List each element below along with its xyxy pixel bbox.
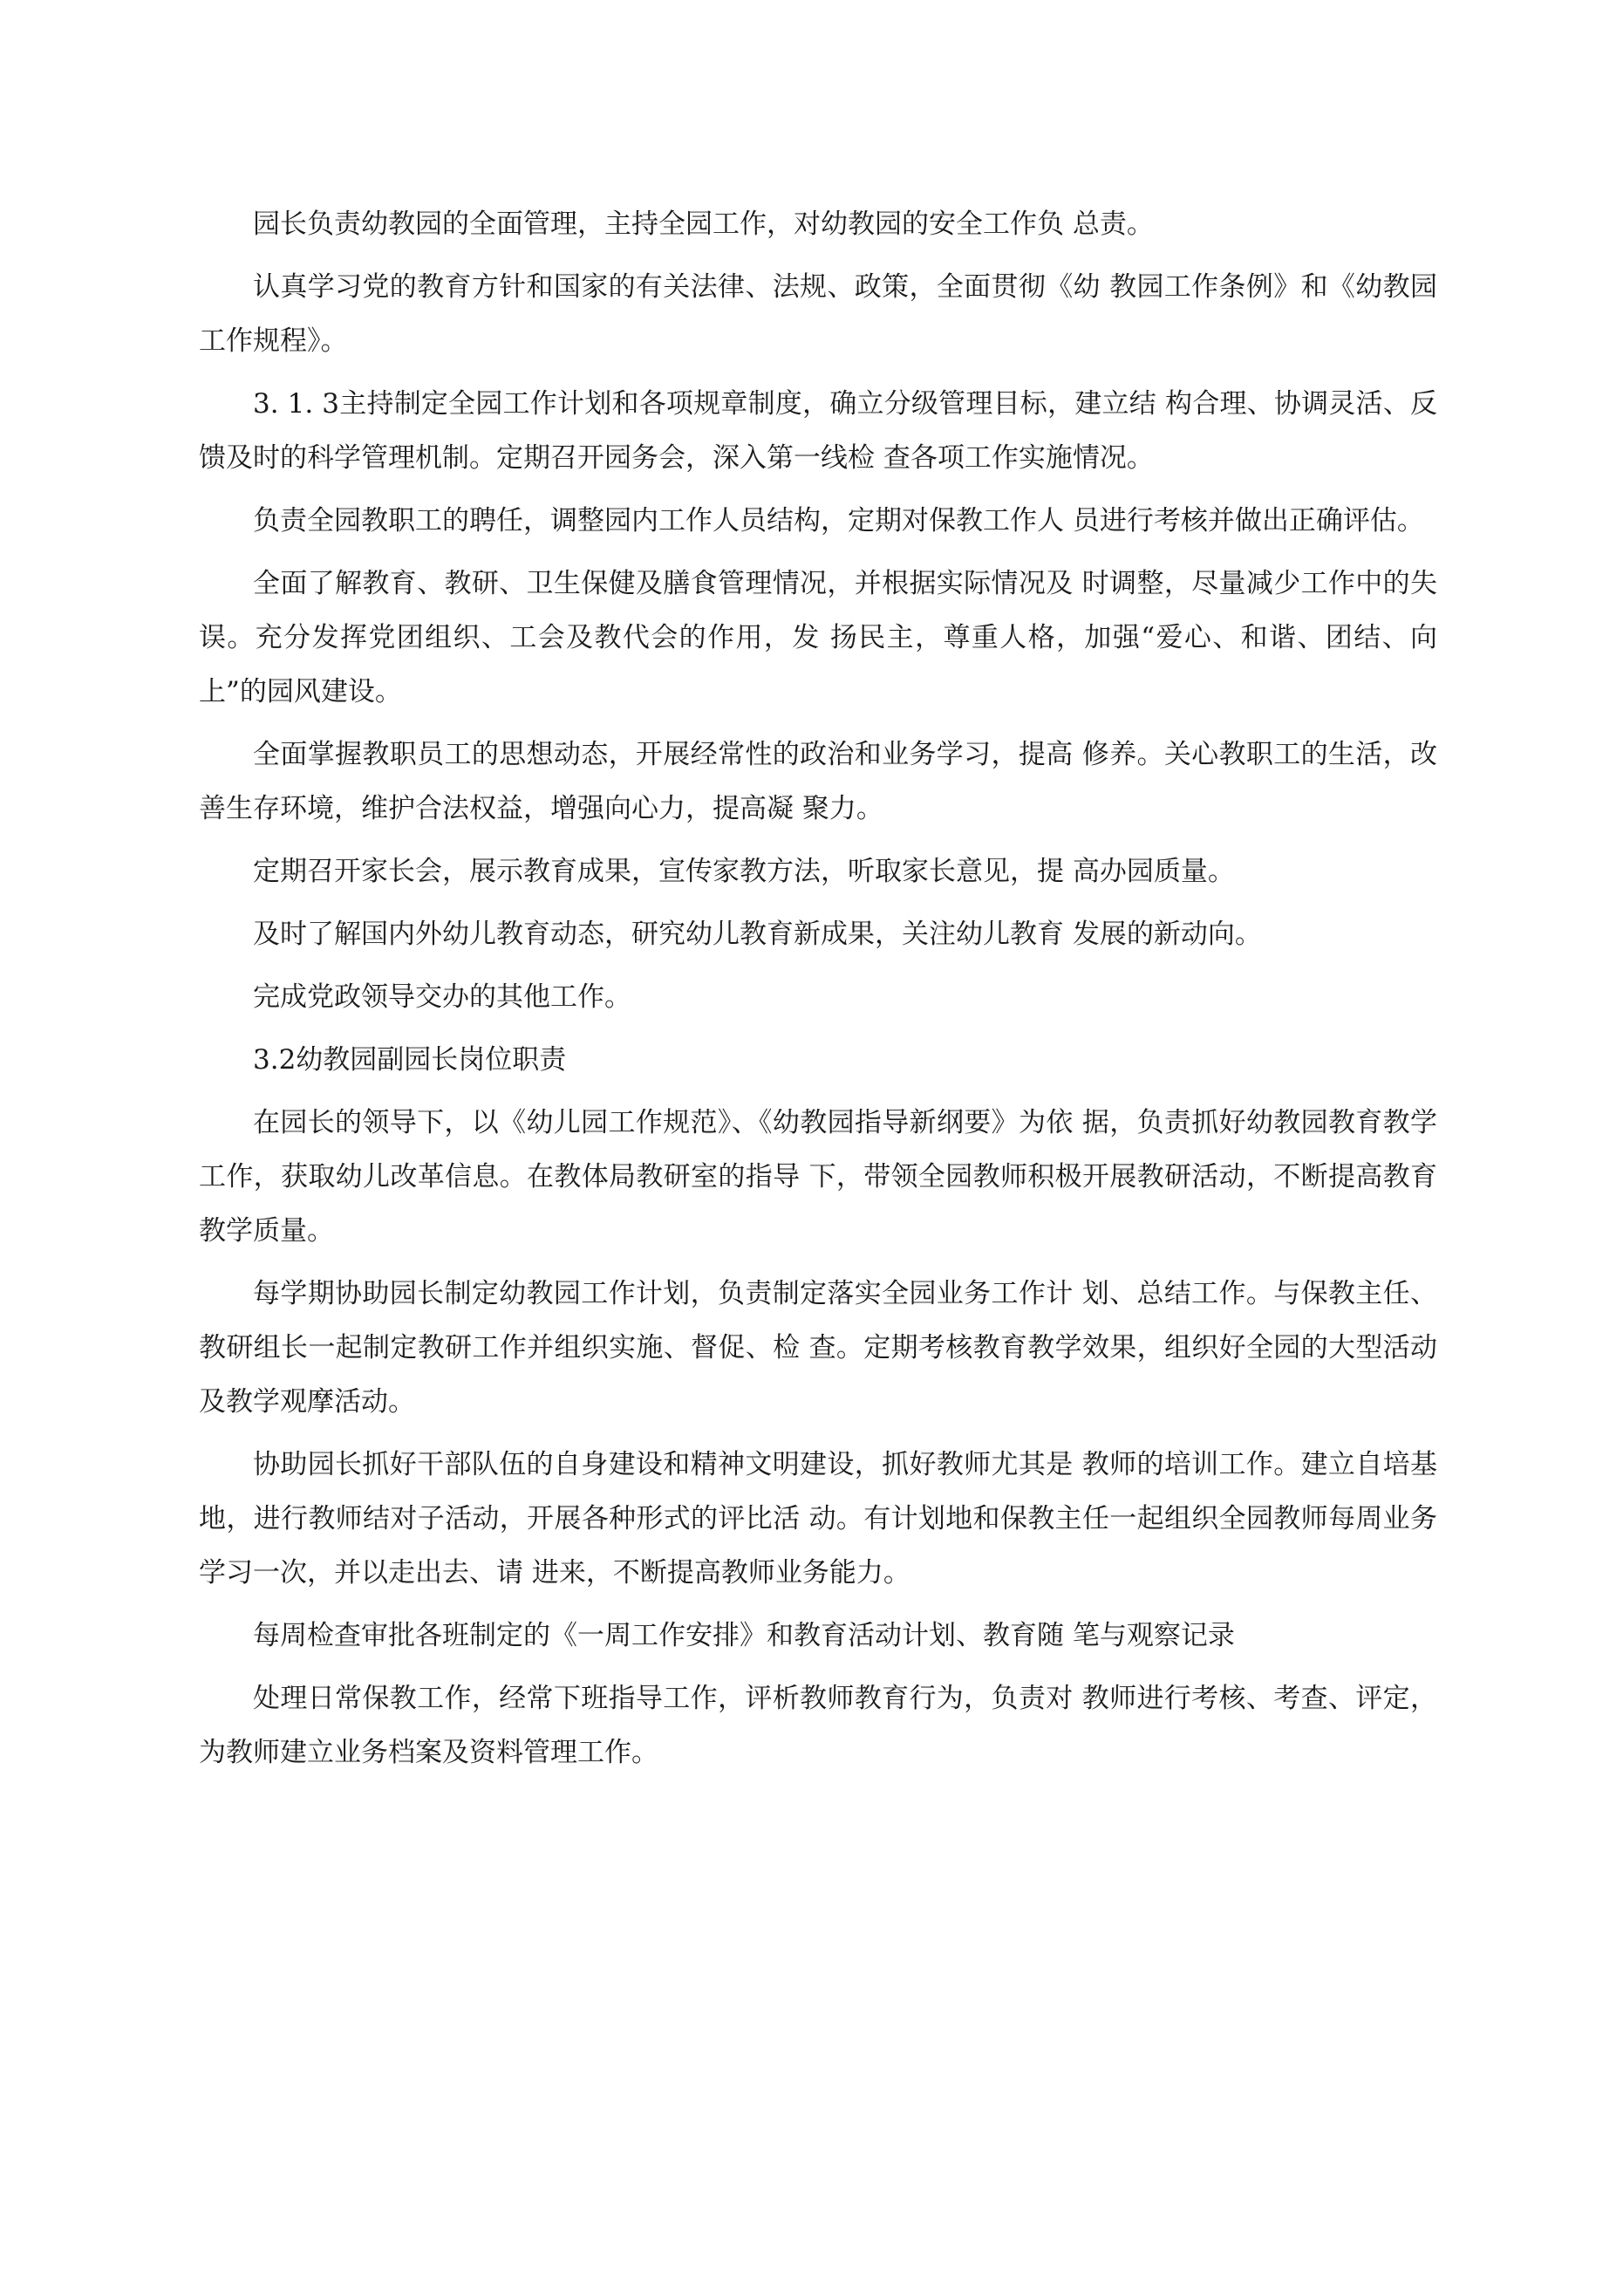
paragraph-vice-semester-plan: 每学期协助园长制定幼教园工作计划，负责制定落实全园业务工作计 划、总结工作。与保教主任、教研组长一起制定教研工作并组织实施、督促、检 查。定期考核教育教学效果，组织好全园的大型活动及教学观摩活动。 [199,1278,1437,1418]
paragraph-vice-team-building: 协助园长抓好干部队伍的自身建设和精神文明建设，抓好教师尤其是 教师的培训工作。建立自培基地，进行教师结对子活动，开展各种形式的评比活 动。有计划地和保教主任一起组织全园教师每周业务学习一次，并以走出去、请 进来，不断提高教师业务能力。 [199,1449,1437,1589]
paragraph-study-policy: 认真学习党的教育方针和国家的有关法律、法规、政策，全面贯彻《幼 教园工作条例》和《幼教园工作规程》。 [199,271,1437,357]
paragraph-parent-meeting: 定期召开家长会，展示教育成果，宣传家教方法，听取家长意见，提 高办园质量。 [253,856,1235,887]
paragraph-vice-daily-work: 处理日常保教工作，经常下班指导工作，评析教师教育行为，负责对 教师进行考核、考查、评定，为教师建立业务档案及资料管理工作。 [199,1683,1437,1768]
paragraph-staff-wellbeing: 全面掌握教职员工的思想动态，开展经常性的政治和业务学习，提高 修养。关心教职工的生活，改善生存环境，维护合法权益，增强向心力，提高凝 聚力。 [199,739,1437,824]
paragraph-other-tasks: 完成党政领导交办的其他工作。 [253,981,631,1013]
paragraph-work-plan: 3. 1. 3主持制定全园工作计划和各项规章制度，确立分级管理目标，建立结 构合理、协调灵活、反馈及时的科学管理机制。定期召开园务会，深入第一线检 查各项工作实施情况。 [199,388,1437,474]
paragraph-management-overview: 全面了解教育、教研、卫生保健及膳食管理情况，并根据实际情况及 时调整，尽量减少工作中的失误。充分发挥党团组织、工会及教代会的作用，发 扬民主，尊重人格，加强“爱心、和谐、团结、向上”的园风建设。 [199,568,1437,707]
paragraph-staff-hiring: 负责全园教职工的聘任，调整园内工作人员结构，定期对保教工作人 员进行考核并做出正确评估。 [253,505,1424,536]
paragraph-vice-weekly-review: 每周检查审批各班制定的《一周工作安排》和教育活动计划、教育随 笔与观察记录 [253,1620,1235,1651]
document-body [199,197,1437,1788]
paragraph-principal-overall: 园长负责幼教园的全面管理，主持全园工作，对幼教园的安全工作负 总责。 [253,208,1154,240]
paragraph-vice-teaching: 在园长的领导下，以《幼儿园工作规范》、《幼教园指导新纲要》为依 据，负责抓好幼教园教育教学工作，获取幼儿改革信息。在教体局教研室的指导 下，带领全园教师积极开展教研活动，不断提高教育教学质量。 [199,1107,1437,1247]
section-heading-vice-principal: 3.2幼教园副园长岗位职责 [253,1044,567,1076]
paragraph-education-trends: 及时了解国内外幼儿教育动态，研究幼儿教育新成果，关注幼儿教育 发展的新动向。 [253,919,1262,950]
